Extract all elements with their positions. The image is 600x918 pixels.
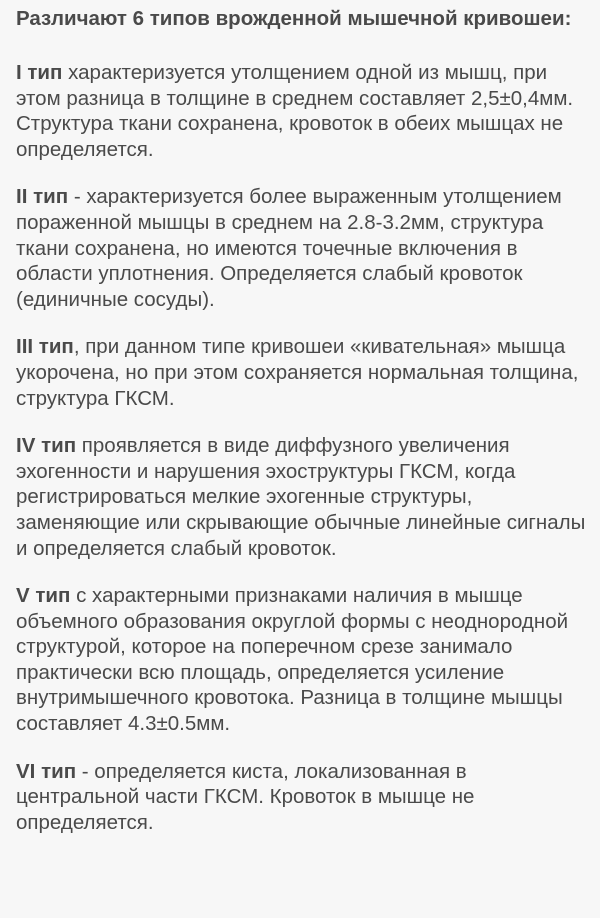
type-3-label: III тип [16, 335, 74, 359]
spacer [16, 737, 588, 759]
type-2-label: II тип [16, 185, 69, 209]
type-3-paragraph [16, 334, 588, 411]
spacer [16, 162, 588, 184]
type-3-text: , при данном типе кривошеи «кивательная» мышца укорочена, но при этом сохраняется нормальная толщина, структура ГКСМ. [16, 335, 579, 410]
section-heading: Различают 6 типов врожденной мышечной кривошеи: [16, 7, 572, 30]
type-4-paragraph [16, 433, 588, 561]
type-2-paragraph [16, 184, 588, 312]
type-4-label: IV тип [16, 434, 77, 458]
spacer [16, 32, 588, 60]
type-6-paragraph [16, 759, 588, 836]
type-6-label: VI тип [16, 759, 77, 783]
type-5-label: V тип [16, 584, 71, 608]
spacer [16, 312, 588, 334]
type-5-paragraph [16, 583, 588, 737]
type-1-label: I тип [16, 61, 63, 84]
type-5-text: с характерными признаками наличия в мышце объемного образования округлой формы с неоднородной структурой, которое на поперечном срезе занимало практически всю площадь, определяется усиление внутримышечного кровотока. Разница в толщине мышцы составляет 4.3±0.5мм. [16, 584, 569, 736]
type-6-text: - определяется киста, локализованная в центральной части ГКСМ. Кровоток в мышце не определяется. [16, 759, 475, 834]
type-2-text: - характеризуется более выраженным утолщением пораженной мышцы в среднем на 2.8-3.2мм, структура ткани сохранена, но имеются точечные включения в области уплотнения. Определяется слабый кровоток (единичные сосуды). [16, 185, 562, 311]
type-4-text: проявляется в виде диффузного увеличения эхогенности и нарушения эхоструктуры ГКСМ, когда регистрироваться мелкие эхогенные структуры, заменяющие или скрывающие обычные линейные сигналы и определяется слабый кровоток. [16, 434, 586, 560]
type-1-paragraph [16, 60, 588, 162]
spacer [16, 561, 588, 583]
spacer [16, 411, 588, 433]
type-1-text: характеризуется утолщением одной из мышц, при этом разница в толщине в среднем составляет 2,5±0,4мм. Структура ткани сохранена, кровоток в обеих мышцах не определяется. [16, 61, 574, 161]
